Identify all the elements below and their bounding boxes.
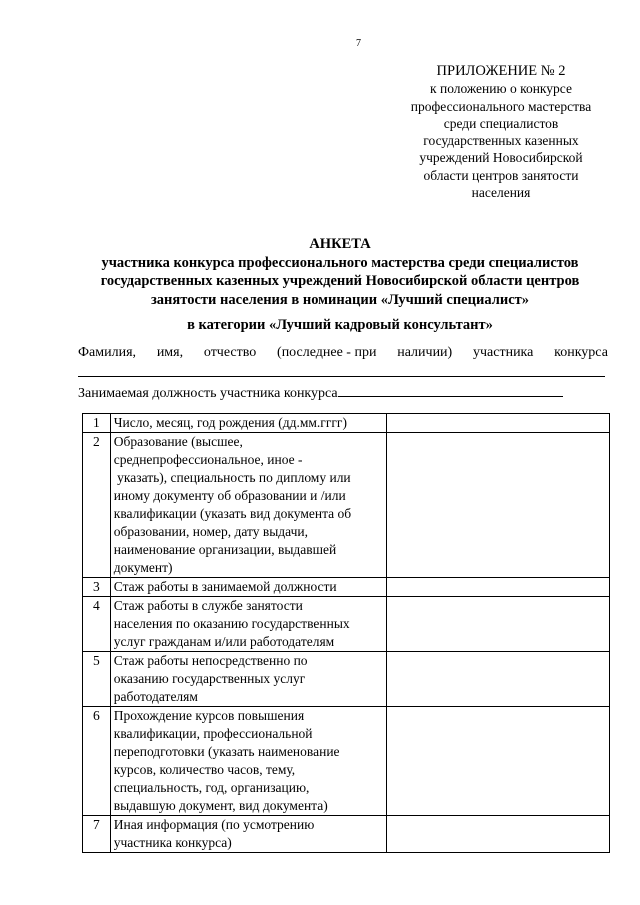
table-row [83,578,610,597]
heading-line: участника конкурса профессионального мастерства среди специалистов [101,254,579,271]
row-number: 2 [83,433,111,578]
appendix-title: ПРИЛОЖЕНИЕ № 2 [436,63,566,79]
table-row [83,707,610,816]
row-question [110,707,387,816]
row-question [110,578,387,597]
position-blank-line[interactable] [338,382,563,397]
question-line: документ) [113,560,173,575]
fio-word: (последнее - при [277,345,377,360]
heading-line: государственных казенных учреждений Новосибирской области центров [100,273,580,289]
row-answer-cell[interactable] [387,433,610,578]
appendix-block [388,63,614,201]
heading-category: в категории «Лучший кадровый консультант» [187,317,493,333]
row-answer-cell[interactable] [387,816,610,853]
position-label: Занимаемая должность участника конкурса [78,386,338,401]
fio-word: конкурса [554,345,608,360]
row-question [110,433,387,578]
position-field [78,382,608,402]
document-title: АНКЕТА [309,236,371,252]
row-number: 5 [83,652,111,707]
question-line: среднепрофессиональное, иное - [113,452,303,467]
row-number: 1 [83,414,111,433]
question-line: Число, месяц, год рождения (дд.мм.гггг) [113,415,347,430]
question-line: участника конкурса) [113,835,232,850]
question-line: Иная информация (по усмотрению [113,817,315,832]
question-line: Прохождение курсов повышения [113,708,305,723]
row-answer-cell[interactable] [387,414,610,433]
questionnaire-table [82,413,610,853]
appendix-line: области центров занятости [423,167,579,183]
question-line: работодателям [113,689,198,704]
table-row [83,597,610,652]
appendix-line: профессионального мастерства [410,98,592,114]
question-line: переподготовки (указать наименование [113,744,340,759]
question-line: квалификации, профессиональной [113,726,313,741]
question-line: специальность, год, организацию, [113,780,310,795]
fio-blank-line[interactable] [78,376,605,377]
row-question [110,414,387,433]
heading-line: занятости населения в номинации «Лучший специалист» [150,291,529,308]
appendix-line: государственных казенных [423,133,579,149]
row-answer-cell[interactable] [387,707,610,816]
row-number: 7 [83,816,111,853]
table-row [83,816,610,853]
fio-word: отчество [203,345,257,360]
fio-word: участника [472,345,534,360]
question-line: населения по оказанию государственных [113,616,350,631]
fio-word: наличии) [397,345,453,360]
appendix-line: к положению о конкурсе [430,81,572,97]
appendix-line: среди специалистов [443,115,559,131]
row-answer-cell[interactable] [387,578,610,597]
question-line: Стаж работы в занимаемой должности [113,579,337,594]
fio-field-label [78,345,608,361]
fio-word: Фамилия, [78,345,137,360]
row-answer-cell[interactable] [387,597,610,652]
question-line: наименование организации, выдавшей [113,542,337,557]
question-line: оказанию государственных услуг [113,671,306,686]
document-heading [60,235,620,335]
page-number: 7 [356,38,361,49]
question-line: Образование (высшее, [113,434,243,449]
row-number: 3 [83,578,111,597]
appendix-line: населения [471,185,531,201]
question-line: услуг гражданам и/или работодателям [113,634,335,649]
question-line: иному документу об образовании и /или [113,488,346,503]
question-line: Стаж работы в службе занятости [113,598,303,613]
question-line: курсов, количество часов, тему, [113,762,296,777]
question-line: образовании, номер, дату выдачи, [113,524,309,539]
question-line: указать), специальность по диплому или [113,470,351,485]
appendix-line: учреждений Новосибирской [419,150,583,166]
question-line: выдавшую документ, вид документа) [113,798,328,813]
table-row [83,414,610,433]
row-number: 6 [83,707,111,816]
table-row [83,433,610,578]
table-row [83,652,610,707]
row-question [110,597,387,652]
question-line: Стаж работы непосредственно по [113,653,308,668]
question-line: квалификации (указать вид документа об [113,506,352,521]
row-question [110,816,387,853]
row-answer-cell[interactable] [387,652,610,707]
row-question [110,652,387,707]
fio-word: имя, [156,345,184,360]
row-number: 4 [83,597,111,652]
